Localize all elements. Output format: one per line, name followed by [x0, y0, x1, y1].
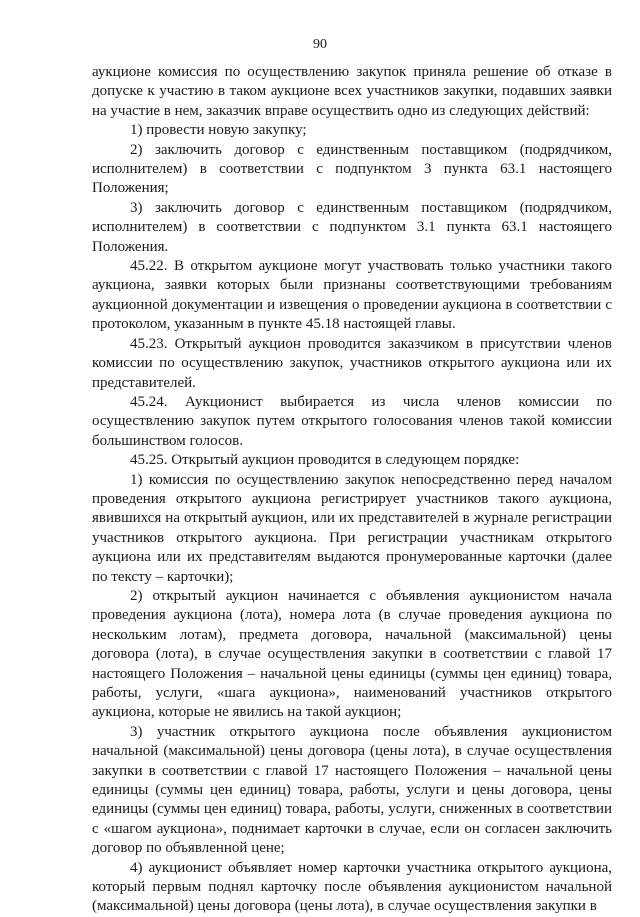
clause-45-24: 45.24. Аукционист выбирается из числа членов комиссии по осуществлению закупок путем открытого голосования членов такой комиссии большинством голосов. [92, 393, 612, 449]
clause-45-25: 45.25. Открытый аукцион проводится в следующем порядке: [130, 452, 520, 469]
paragraph-continuation: аукционе комиссия по осуществлению закупок приняла решение об отказе в допуске к участию в таком аукционе всех участников закупки, подавших заявки на участие в нем, заказчик вправе осуществить одно из следующих действий: [92, 64, 612, 119]
procedure-step-1: 1) комиссия по осуществлению закупок непосредственно перед началом проведения открытого аукциона регистрирует участников такого аукциона, явившихся на открытый аукцион, или их представителей в журнале регистрации участников открытого аукциона. При регистрации участникам открытого аукциона или их представителям выдаются пронумерованные карточки (далее по тексту – карточки); [92, 471, 612, 585]
page-number: 90 [313, 37, 327, 52]
procedure-step-4: 4) аукционист объявляет номер карточки участника открытого аукциона, который первым поднял карточку после объявления аукционистом начальной (максимальной) цены договора (цены лота), в случае осуществления закупки в [92, 859, 612, 915]
list-item-single-supplier-3: 2) заключить договор с единственным поставщиком (подрядчиком, исполнителем) в соответствии с подпунктом 3 пункта 63.1 настоящего Положения; [92, 141, 612, 197]
clause-45-23: 45.23. Открытый аукцион проводится заказчиком в присутствии членов комиссии по осуществлению закупок, участников открытого аукциона или их представителей. [92, 335, 612, 391]
page-body [92, 63, 612, 917]
list-item-new-procurement: 1) провести новую закупку; [130, 122, 307, 139]
procedure-step-3: 3) участник открытого аукциона после объявления аукционистом начальной (максимальной) цены договора (цены лота), в случае осуществления закупки в соответствии с главой 17 настоящего Положения – начальной цены единицы (суммы цен единиц) товара, работы, услуги и цены договора, цены единицы (суммы цен единиц) товара, работы, услуги, сниженных в соответствии с «шагом аукциона», поднимает карточки в случае, если он согласен заключить договор по объявленной цене; [92, 723, 612, 857]
list-item-single-supplier-3-1: 3) заключить договор с единственным поставщиком (подрядчиком, исполнителем) в соответствии с подпунктом 3.1 пункта 63.1 настоящего Положения. [92, 199, 612, 255]
clause-45-22: 45.22. В открытом аукционе могут участвовать только участники такого аукциона, заявки которых были признаны соответствующими требованиям аукционной документации и извещения о проведении аукциона в соответствии с протоколом, указанным в пункте 45.18 настоящей главы. [92, 258, 612, 333]
procedure-step-2: 2) открытый аукцион начинается с объявления аукционистом начала проведения аукциона (лота), номера лота (в случае проведения аукциона по нескольким лотам), предмета договора, начальной (максимальной) цены договора (лота), в случае осуществления закупки в соответствии с главой 17 настоящего Положения – начальной цены единицы (суммы цен единиц) товара, работы, услуги, «шага аукциона», наименований участников открытого аукциона, которые не явились на такой аукцион; [92, 587, 612, 721]
